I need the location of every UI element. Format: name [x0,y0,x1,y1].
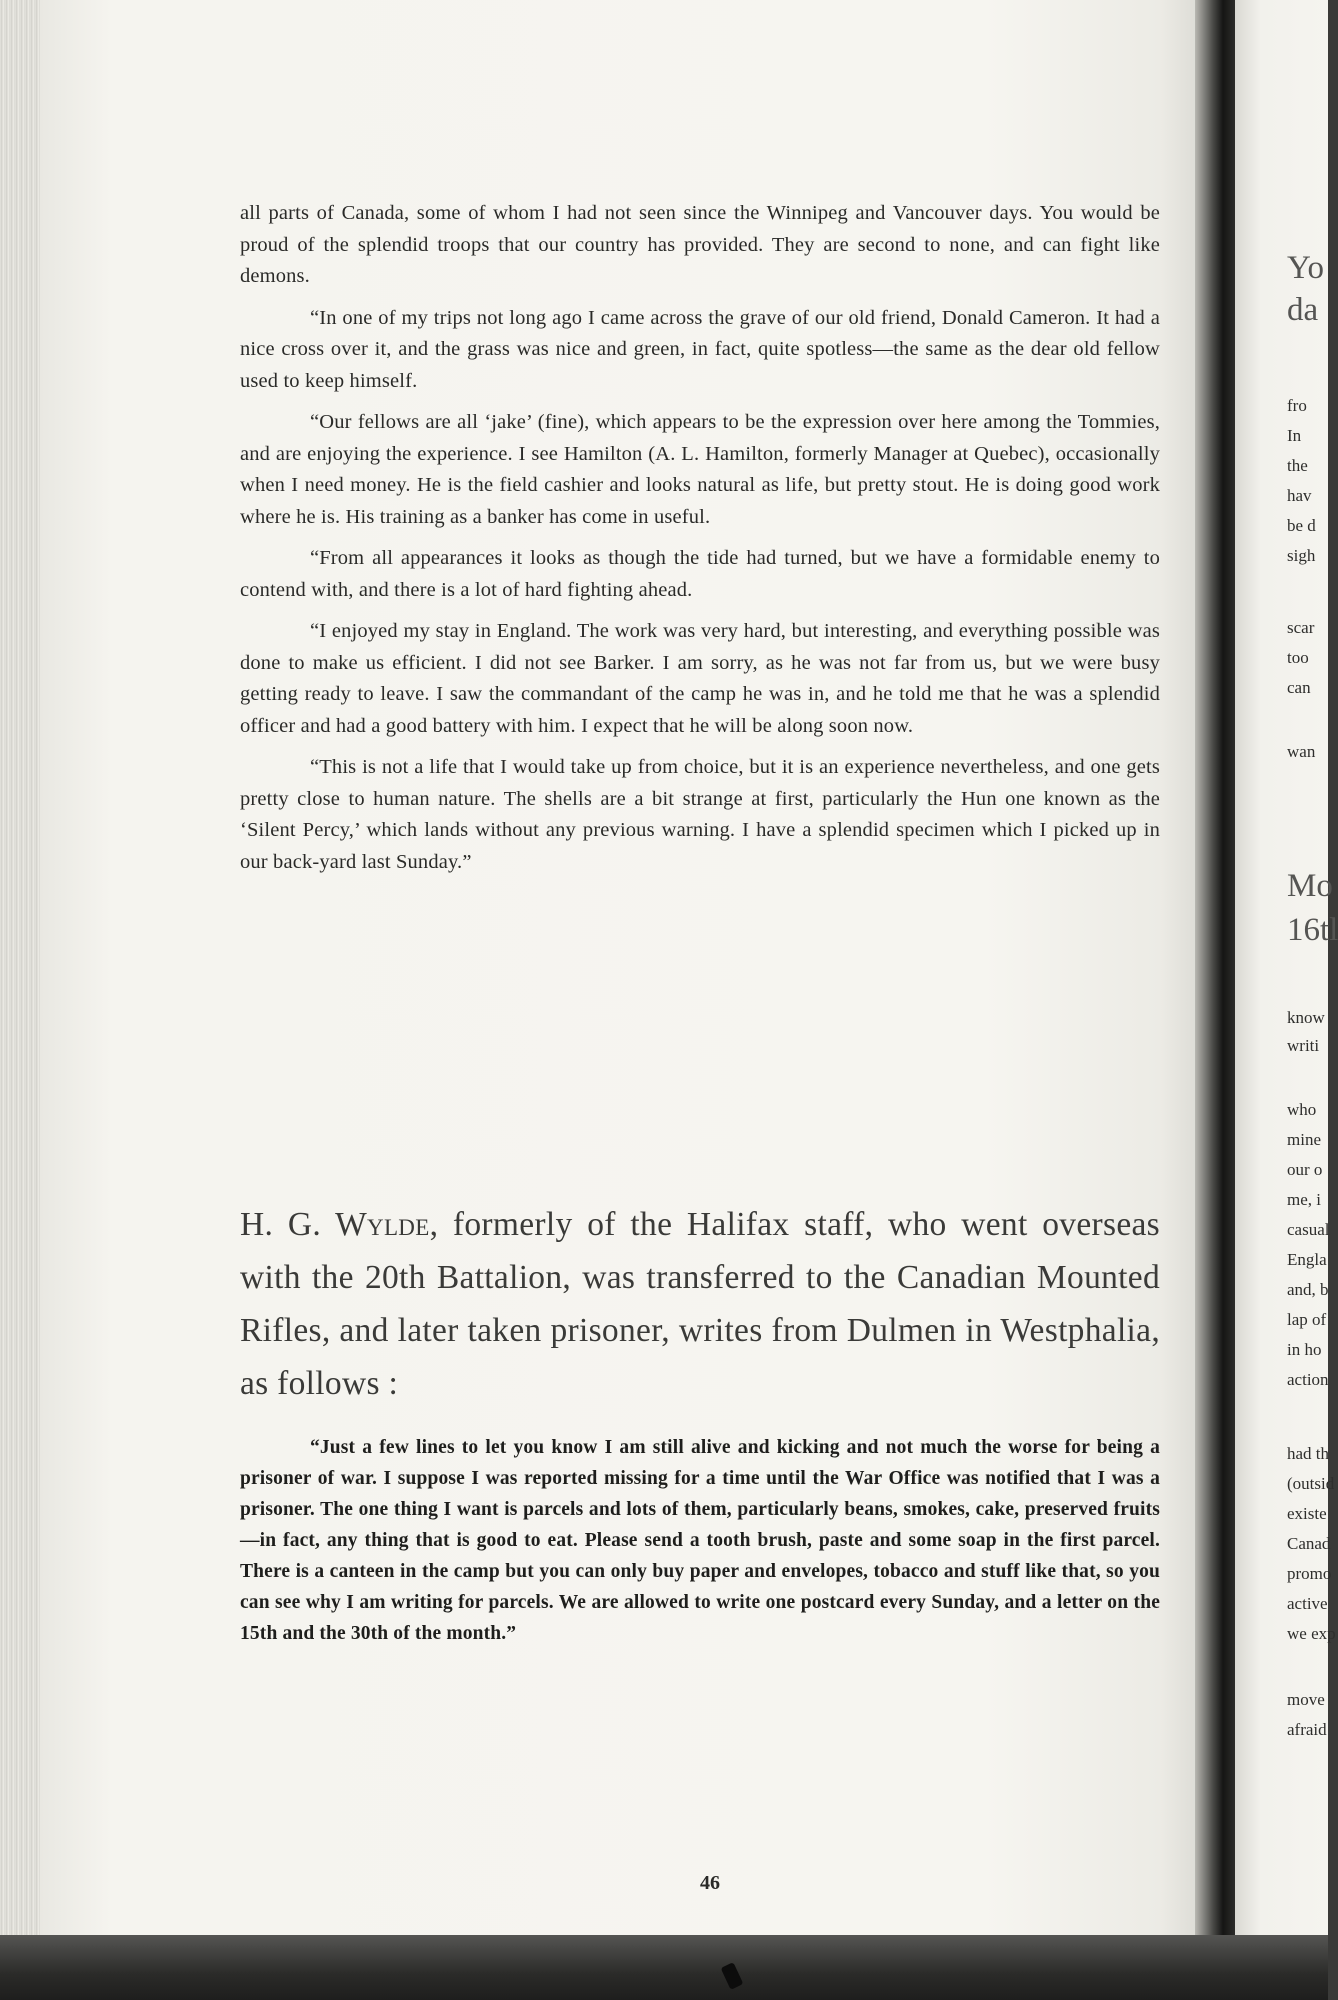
facing-page-fragment: mine [1287,1130,1321,1149]
facing-page-fragment: know [1287,1008,1325,1027]
facing-page-fragment: our o [1287,1160,1323,1179]
facing-page-fragment: me, i [1287,1190,1321,1209]
facing-page-fragment: scar [1287,618,1315,637]
facing-page-fragment: be d [1287,516,1316,535]
facing-page-fragment: 16tl [1287,912,1338,948]
letter-one-paragraph: “From all appearances it looks as though the tide had turned, but we have a formidable enemy to contend with, and there is a lot of hard fighting ahead. [240,547,1160,601]
facing-page-fragment: fro [1287,396,1307,415]
facing-page-fragment: lap of [1287,1310,1327,1329]
facing-page-fragment: can [1287,678,1311,697]
section-heading [240,1198,1160,1410]
facing-page-fragment: in ho [1287,1340,1322,1359]
facing-page-fragment: active [1287,1594,1328,1613]
facing-page-fragment: too [1287,648,1309,667]
facing-page-fragment: who [1287,1100,1317,1119]
facing-page-fragment: existe [1287,1504,1327,1523]
facing-page-fragment: action [1287,1370,1329,1389]
facing-page-fragment: move [1287,1690,1325,1709]
letter-one [240,198,1160,888]
facing-page-fragment: afraid [1287,1720,1327,1739]
facing-page-fragment: In [1287,426,1302,445]
letter-one-paragraph: “This is not a life that I would take up from choice, but it is an experience nevertheless, and one gets pretty close to human nature. The shells are a bit strange at first, particularly the Hun one known as the ‘Silent Percy,’ which lands without any previous warning. I have a splendid specimen which I picked up in our back-yard last Sunday.” [240,756,1160,873]
scan-bottom-shadow [0,1935,1328,2000]
book-gutter [1195,0,1235,1940]
letter-one-paragraph: “Our fellows are all ‘jake’ (fine), which appears to be the expression over here among the Tommies, and are enjoying the experience. I see Hamilton (A. L. Hamilton, formerly Manager at Quebec), occasionally when I need money. He is the field cashier and looks natural as life, but pretty stout. He is doing good work where he is. His training as a banker has come in useful. [240,411,1160,528]
heading-text: , formerly of the Halifax staff, who went overseas with the 20th Battalion, was transferred to the Canadian Mounted Rifles, and later taken prisoner, writes from Dulmen in Westphalia, as follows : [240,1206,1160,1402]
facing-page-fragment: Engla [1287,1250,1327,1269]
facing-page-fragment: Mo [1287,868,1333,904]
facing-page-fragment: and, b [1287,1280,1329,1299]
letter-one-paragraph: all parts of Canada, some of whom I had not seen since the Winnipeg and Vancouver days. You would be proud of the splendid troops that our country has provided. They are second to none, and can fight like demons. [240,202,1160,287]
facing-page-fragment: writi [1287,1036,1320,1055]
heading-name: H. G. Wylde [240,1206,430,1243]
letter-one-paragraph: “I enjoyed my stay in England. The work was very hard, but interesting, and everything possible was done to make us efficient. I did not see Barker. I am sorry, as he was not far from us, but we were busy getting ready to leave. I saw the commandant of the camp he was in, and he told me that he was a splendid officer and had a good battery with him. I expect that he will be along soon now. [240,620,1160,737]
facing-page-fragment: had th [1287,1444,1330,1463]
facing-page-fragment: sigh [1287,546,1316,565]
facing-page-fragment: we exp [1287,1624,1336,1643]
facing-page-fragment: the [1287,456,1308,475]
facing-page-fragment: Canad [1287,1534,1331,1553]
facing-page-fragment: wan [1287,742,1316,761]
facing-page-fragment: promo [1287,1564,1332,1583]
facing-page-fragment: casual [1287,1220,1330,1239]
letter-one-paragraph: “In one of my trips not long ago I came across the grave of our old friend, Donald Cameron. It had a nice cross over it, and the grass was nice and green, in fact, quite spotless—the same as the dear old fellow used to keep himself. [240,306,1160,392]
facing-page-fragment: hav [1287,486,1312,505]
letter-two [240,1432,1160,1659]
right-page [1232,0,1331,1940]
page-number: 46 [700,1872,720,1894]
letter-two-paragraph: “Just a few lines to let you know I am still alive and kicking and not much the worse for being a prisoner of war. I suppose I was reported missing for a time until the War Office was notified that I was a prisoner. The one thing I want is parcels and lots of them, particularly beans, smokes, cake, preserved fruits—in fact, any thing that is good to eat. Please send a tooth brush, paste and some soap in the first parcel. There is a canteen in the camp but you can only buy paper and envelopes, tobacco and stuff like that, so you can see why I am writing for parcels. We are allowed to write one postcard every Sunday, and a letter on the 15th and the 30th of the month.” [240,1437,1160,1644]
facing-page-fragment: (outsid [1287,1474,1335,1493]
facing-page-fragment: Yo [1287,250,1325,286]
facing-page-fragment: da [1287,292,1319,328]
